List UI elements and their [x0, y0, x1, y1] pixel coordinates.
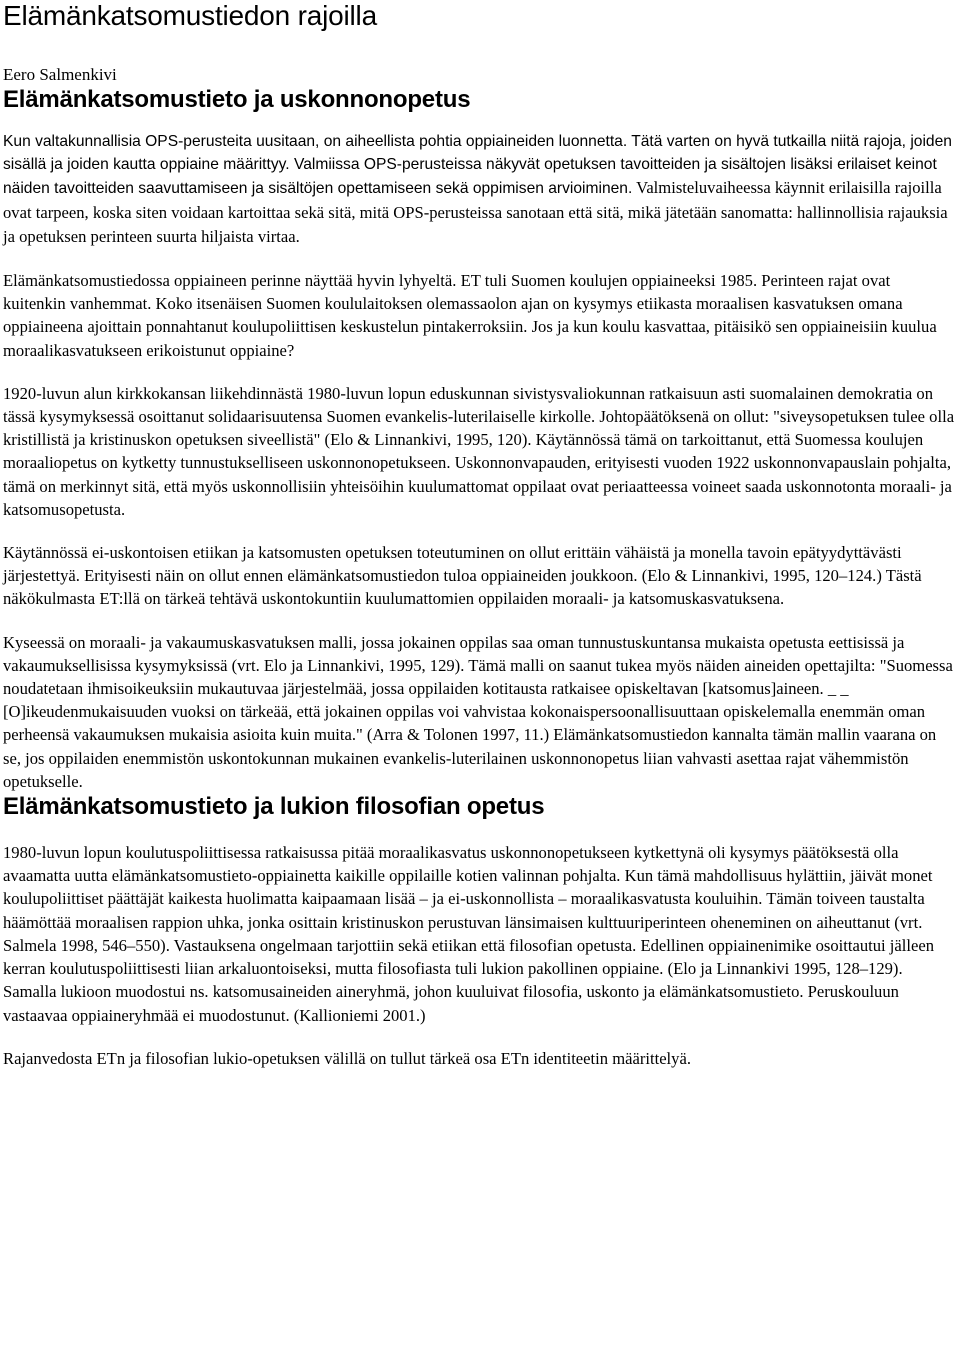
paragraph-text-sans: Kun valtakunnallisia OPS-perusteita uusitaan, on aiheellista pohtia oppiaineiden luonnetta. Tätä varten on hyvä tutkailla niitä rajoja, joiden sisällä ja joiden kautta oppiaine määrittyy. Valmiissa OPS-perusteissa näkyvät opetuksen tavoitteiden ja sisältojen lisäksi erilaiset keinot näiden tavoitteiden saavuttamiseen ja sisältöjen opettamiseen sekä oppimisen arvioiminen.: [3, 133, 952, 198]
paragraph: 1980-luvun lopun koulutuspoliittisessa ratkaisussa pitää moraalikasvatus uskonnonopetukseen kytkettynä oli kysymys päätöksestä olla avaamatta uutta elämänkatsomustieto-oppiainetta kaikille oppilaille kotien valinnan pohjalta. Kun tämä mahdollisuus hylättiin, jäivät monet koulupoliittiset päättäjät kaikesta huolimatta kaipaamaan lisää – ja ei-uskonnollista – moraalikasvatusta kouluihin. Tämän toiveen taustalta häämöttää moraalisen rappion uhka, jonka osittain kristinuskon perustuvan länsimaisen kulttuuriperinteen oheneminen on aiheuttanut (vrt. Salmela 1998, 546–550). Vastauksena ongelmaan tarjottiin sekä etiikan että filosofian opetusta. Edellinen oppiainenimike osoittautui jälleen kerran koulutuspoliittisesti liian arkaluontoiseksi, mutta filosofiasta tuli lukion pakollinen oppiaine. (Elo ja Linnankivi 1995, 128–129). Samalla lukioon muodostui ns. katsomusaineiden aineryhmä, johon kuuluivat filosofia, uskonto ja elämänkatsomustieto. Peruskouluun vastaavaa oppiaineryhmää ei muodostunut. (Kallioniemi 2001.): [3, 843, 935, 1025]
paragraph: Kyseessä on moraali- ja vakaumuskasvatuksen malli, jossa jokainen oppilas saa oman tunnustuskuntansa mukaista opetusta eettisissä ja vakaumuksellisissa kysymyksissä (vrt. Elo ja Linnankivi, 1995, 129). Tämä malli on saanut tukea myös näiden aineiden opettajilta: "Suomessa noudatetaan ihmisoikeuksiin mukautuvaa järjestelmää, jossa oppilaiden kotitausta ratkaisee opiskeltavan [katsomus]aineen. _ _ [O]ikeudenmukaisuuden vuoksi on tärkeää, että jokainen oppilas voi vahvistaa kokonaispersoonallisuuttaan opiskelemalla enemmän oman perheensä vakaumuksen mukaisia asioita kuin muita." (Arra & Tolonen 1997, 11.) Elämänkatsomustiedon kannalta tämän mallin vaarana on se, jos oppilaiden enemmistön uskontokunnan mukainen evankelis-luterilainen uskonnonopetus liian vahvasti asettaa rajat vähemmistön opetukselle.: [3, 632, 953, 791]
section-heading: Elämänkatsomustieto ja lukion filosofian opetus: [3, 793, 545, 821]
paragraph: Elämänkatsomustiedossa oppiaineen perinne näyttää hyvin lyhyeltä. ET tuli Suomen koulujen oppiaineeksi 1985. Perinteen rajat ovat kuitenkin vanhemmat. Koko itsenäisen Suomen koululaitoksen olemassaolon ajan on kysymys etiikasta moraalisen kasvatuksen omana oppiaineena ajoittain ponnahtanut koulupoliittisen keskustelun pintakerroksiin. Jos ja kun koulu kasvattaa, pitäisikö sen oppiaineisiin kuulua moraalikasvatukseen erikoistunut oppiaine?: [3, 271, 937, 360]
document-page: [3, 0, 957, 1070]
section-uskonnonopetus: [3, 86, 957, 793]
paragraph: Rajanvedosta ETn ja filosofian lukio-opetuksen välillä on tullut tärkeä osa ETn identiteetin määrittelyä.: [3, 1048, 691, 1068]
paragraph-text-serif: Valmisteluvaiheessa käynnit erilaisilla rajoilla ovat tarpeen, koska siten voidaan kartoittaa sekä sitä, mitä OPS-perusteissa sanotaan että sitä, mikä jätetään sanomatta: hallinnollisia rajauksia ja opetuksen perinteen suurta hiljaista virtaa.: [3, 178, 948, 246]
paragraph: [3, 130, 957, 249]
section-filosofian-opetus: [3, 793, 957, 1070]
author-name: Eero Salmenkivi: [3, 65, 117, 84]
paragraph: 1920-luvun alun kirkkokansan liikehdinnästä 1980-luvun lopun eduskunnan sivistysvaliokunnan ratkaisuun asti suomalainen demokratia on tässä kysymyksessä osoittanut solidaarisuutensa Suomen evankelis-luterilaiselle kirkolle. Johtopäätöksenä on ollut: "siveysopetuksen tulee olla kristillistä ja kristinuskon opetuksen siveellistä" (Elo & Linnankivi, 1995, 120). Käytännössä tämä on tarkoittanut, että Suomessa koulujen moraaliopetus on kytketty tunnustukselliseen uskonnonopetukseen. Uskonnonvapauden, erityisesti vuoden 1922 uskonnonvapauslain pohjalta, tämä on merkinnyt sitä, että myös uskonnollisiin yhteisöihin kuulumattomat oppilaat ovat periaatteessa voineet saada uskonnotonta moraali- ja katsomusopetusta.: [3, 383, 955, 519]
document-title: Elämänkatsomustiedon rajoilla: [3, 0, 377, 31]
paragraph: Käytännössä ei-uskontoisen etiikan ja katsomusten opetuksen toteutuminen on ollut erittäin vähäistä ja monella tavoin epätyydyttävästi järjestettyä. Erityisesti näin on ollut ennen elämänkatsomustiedon tuloa oppiaineiden joukkoon. (Elo & Linnankivi, 1995, 120–124.) Tästä näkökulmasta ET:llä on tärkeä tehtävä uskontokuntiin kuulumattomien oppilaiden moraali- ja katsomuskasvatuksena.: [3, 543, 922, 609]
section-heading: Elämänkatsomustieto ja uskonnonopetus: [3, 86, 471, 113]
